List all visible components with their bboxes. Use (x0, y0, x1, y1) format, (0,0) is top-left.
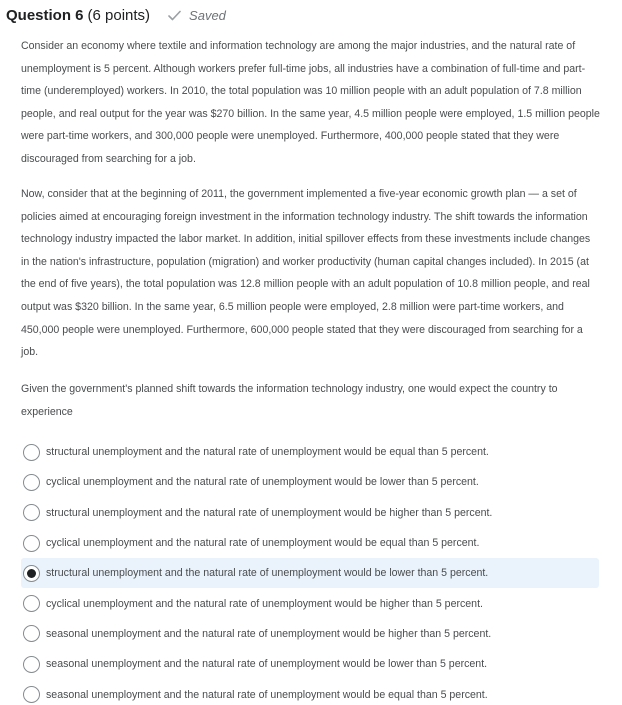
answer-option[interactable] (21, 498, 599, 528)
radio-button[interactable] (23, 656, 40, 673)
radio-button[interactable] (23, 595, 40, 612)
answer-option-label: seasonal unemployment and the natural rate of unemployment would be lower than 5 percent. (46, 658, 488, 671)
answer-option[interactable] (21, 558, 599, 588)
answer-option[interactable] (21, 528, 599, 558)
question-header (6, 4, 226, 26)
answer-option[interactable] (21, 588, 599, 618)
answer-option-label: structural unemployment and the natural rate of unemployment would be higher than 5 percent. (46, 506, 493, 519)
question-prompt: Given the government's planned shift towards the information technology industry, one would expect the country to experience (21, 383, 558, 418)
radio-button-selected[interactable] (23, 565, 40, 582)
answer-option[interactable] (21, 437, 599, 467)
answer-option-label: cyclical unemployment and the natural rate of unemployment would be equal than 5 percent. (46, 537, 480, 550)
answer-option-label: seasonal unemployment and the natural rate of unemployment would be equal than 5 percent. (46, 688, 488, 701)
answer-option[interactable] (21, 467, 599, 497)
answer-option[interactable] (21, 619, 599, 649)
checkmark-icon (168, 10, 181, 21)
answer-option-label: cyclical unemployment and the natural rate of unemployment would be lower than 5 percent. (46, 476, 479, 489)
saved-status-label: Saved (189, 7, 226, 23)
answer-option-label: cyclical unemployment and the natural rate of unemployment would be higher than 5 percent. (46, 597, 483, 610)
question-paragraph-1: Consider an economy where textile and information technology are among the major industries, and the natural rate of unemployment is 5 percent. Although workers prefer full-time jobs, all industries have a combination of full-time and part-time (underemployed) workers. In 2010, the total population was 10 million people with an adult population of 7.8 million people, and real output for the year was $270 billion. In the same year, 4.5 million people were employed, 1.5 million people were part-time workers, and 300,000 people were unemployed. Furthermore, 400,000 people stated that they were discouraged from searching for a job. (21, 40, 600, 165)
radio-button[interactable] (23, 504, 40, 521)
saved-status (168, 8, 226, 23)
question-paragraph-2: Now, consider that at the beginning of 2011, the government implemented a five-year economic growth plan — a set of policies aimed at encouraging foreign investment in the information technology industry. The shift towards the information technology industry impacted the labor market. In addition, initial spillover effects from these investments include changes in the nation's infrastructure, population (migration) and worker productivity (human capital changes included). In 2015 (at the end of five years), the total population was 12.8 million people with an adult population of 10.8 million people, and real output was $320 billion. In the same year, 6.5 million people were employed, 2.8 million were part-time workers, and 450,000 people were unemployed. Furthermore, 600,000 people stated that they were discouraged from searching for a job. (21, 188, 591, 359)
radio-button[interactable] (23, 474, 40, 491)
answer-option[interactable] (21, 649, 599, 679)
answer-options (21, 437, 599, 705)
radio-button[interactable] (23, 444, 40, 461)
question-title: Question 6 (6, 6, 84, 24)
radio-button[interactable] (23, 535, 40, 552)
radio-button[interactable] (23, 686, 40, 703)
answer-option-label: structural unemployment and the natural rate of unemployment would be equal than 5 percent. (46, 446, 489, 459)
answer-option-label: structural unemployment and the natural rate of unemployment would be lower than 5 percent. (46, 567, 489, 580)
question-points: (6 points) (87, 6, 151, 24)
answer-option-label: seasonal unemployment and the natural rate of unemployment would be higher than 5 percent. (46, 627, 492, 640)
radio-button[interactable] (23, 625, 40, 642)
answer-option[interactable] (21, 679, 599, 705)
radio-dot-icon (27, 569, 36, 578)
